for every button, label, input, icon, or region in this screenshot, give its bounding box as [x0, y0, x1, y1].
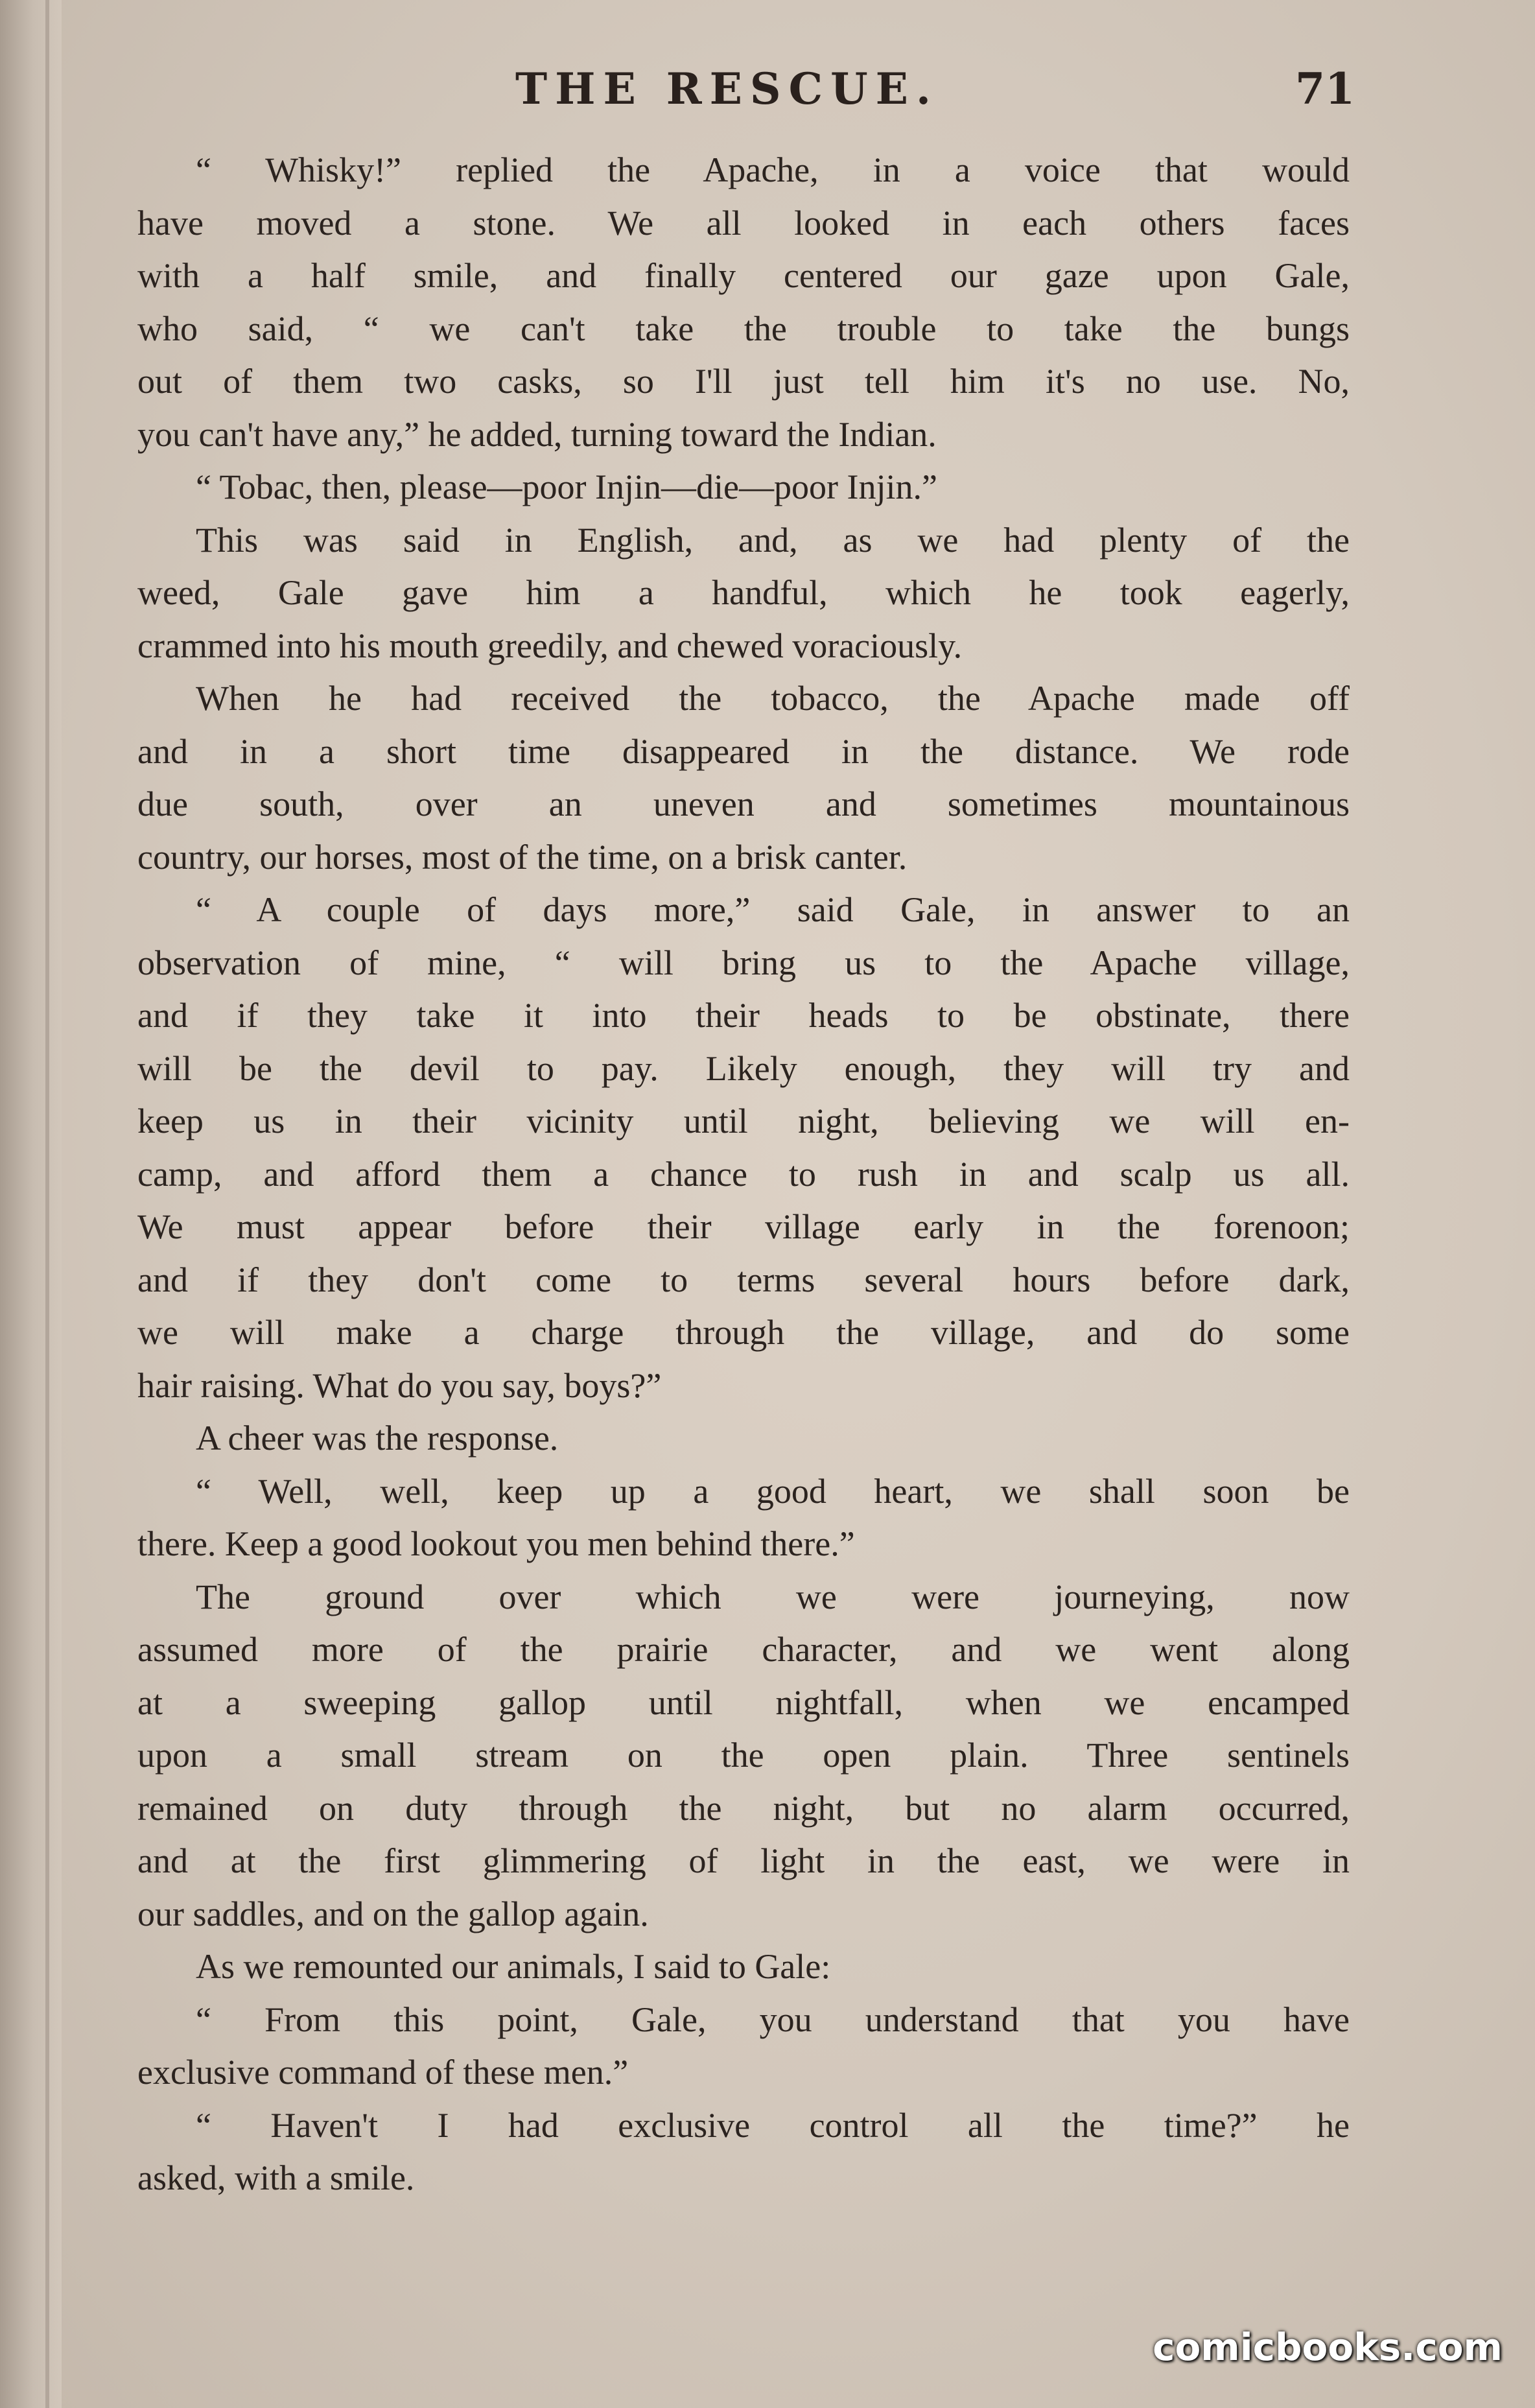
text-line: and at the first glimmering of light in the east, we were in: [137, 1841, 1350, 1880]
text-line: “ Haven't I had exclusive control all the time?” he: [196, 2105, 1350, 2145]
text-line: We must appear before their village early in the forenoon;: [137, 1207, 1350, 1246]
text-line: weed, Gale gave him a handful, which he took eagerly,: [137, 573, 1350, 612]
running-head: [143, 64, 1355, 122]
text-line: A cheer was the response.: [196, 1419, 559, 1458]
text-line: “ Tobac, then, please—poor Injin—die—poor Injin.”: [196, 467, 937, 506]
text-line: will be the devil to pay. Likely enough, they will try and: [137, 1048, 1350, 1088]
text-line: country, our horses, most of the time, on a brisk canter.: [137, 837, 908, 877]
text-line: As we remounted our animals, I said to Gale:: [196, 1947, 831, 1986]
text-line: “ From this point, Gale, you understand that you have: [196, 2000, 1350, 2039]
text-line: The ground over which we were journeying, now: [196, 1577, 1350, 1616]
text-line: there. Keep a good lookout you men behind there.”: [137, 1524, 855, 1563]
text-line: and in a short time disappeared in the distance. We rode: [137, 731, 1350, 771]
text-line: camp, and afford them a chance to rush in and scalp us all.: [137, 1154, 1350, 1194]
text-line: This was said in English, and, as we had plenty of the: [196, 520, 1350, 560]
text-line: and if they take it into their heads to be obstinate, there: [137, 996, 1350, 1035]
text-line: we will make a charge through the village, and do some: [137, 1313, 1350, 1352]
text-line: hair raising. What do you say, boys?”: [137, 1365, 662, 1405]
page-number: 71: [1295, 64, 1355, 114]
page-binding-edge: [0, 0, 62, 2408]
text-line: remained on duty through the night, but no alarm occurred,: [137, 1788, 1350, 1828]
text-line: have moved a stone. We all looked in each others faces: [137, 203, 1350, 242]
text-line: asked, with a smile.: [137, 2158, 415, 2197]
text-line: due south, over an uneven and sometimes mountainous: [137, 785, 1350, 823]
chapter-title: THE RESCUE.: [515, 64, 939, 114]
text-line: out of them two casks, so I'll just tell him it's no use. No,: [137, 362, 1350, 401]
site-watermark: comicbooks.com: [1153, 2325, 1503, 2369]
text-line: exclusive command of these men.”: [137, 2053, 629, 2092]
text-line: with a half smile, and finally centered our gaze upon Gale,: [137, 256, 1350, 295]
text-line: assumed more of the prairie character, and we went along: [137, 1630, 1350, 1669]
text-line: observation of mine, “ will bring us to the Apache village,: [137, 943, 1350, 982]
text-line: “ Well, well, keep up a good heart, we shall soon be: [196, 1471, 1350, 1511]
text-line: at a sweeping gallop until nightfall, when we encamped: [137, 1682, 1350, 1722]
text-line: our saddles, and on the gallop again.: [137, 1894, 649, 1933]
text-line: who said, “ we can't take the trouble to take the bungs: [137, 309, 1350, 348]
text-line: crammed into his mouth greedily, and chewed voraciously.: [137, 626, 963, 665]
text-line: upon a small stream on the open plain. Three sentinels: [137, 1736, 1350, 1775]
text-line: When he had received the tobacco, the Apache made off: [196, 679, 1350, 718]
text-line: and if they don't come to terms several hours before dark,: [137, 1260, 1350, 1299]
text-line: keep us in their vicinity until night, believing we will en-: [137, 1102, 1350, 1140]
binding-crease: [45, 0, 49, 2408]
body-text: [137, 144, 1350, 2205]
text-line: “ A couple of days more,” said Gale, in answer to an: [196, 890, 1350, 929]
text-line: “ Whisky!” replied the Apache, in a voice that would: [196, 150, 1350, 189]
text-line: you can't have any,” he added, turning toward the Indian.: [137, 414, 937, 454]
